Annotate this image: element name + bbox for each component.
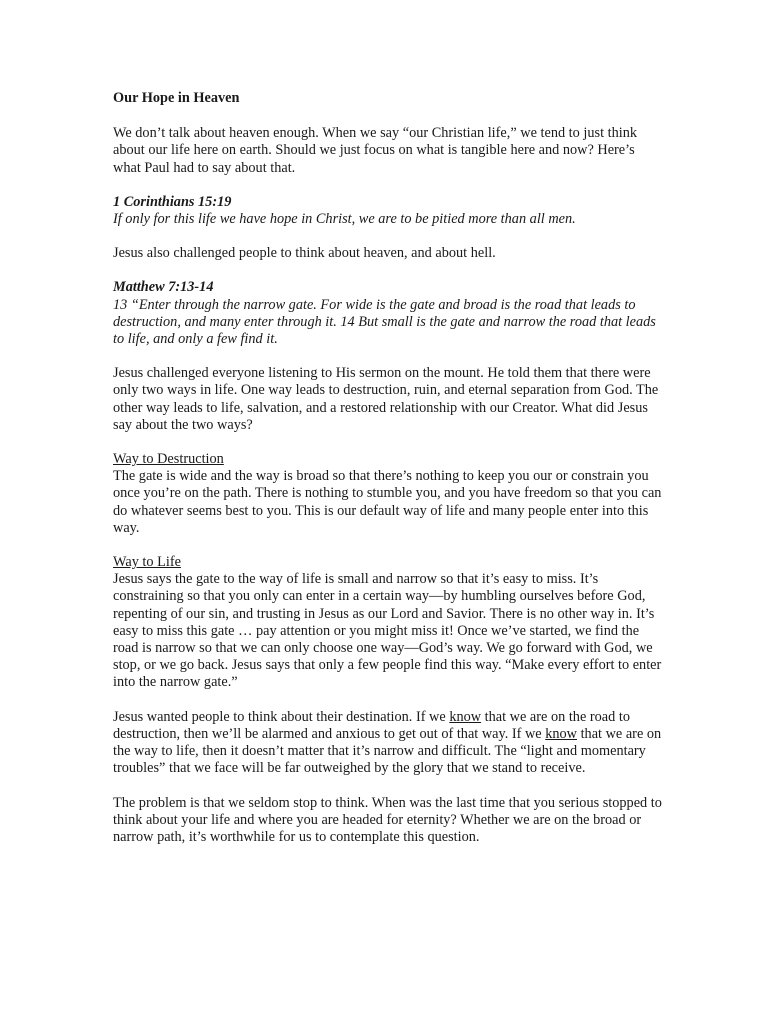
scripture-block-2	[113, 279, 665, 348]
scripture-text-2: 13 “Enter through the narrow gate. For wide is the gate and broad is the road that leads to destruction, and many enter through it. 14 But small is the gate and narrow the road that leads to life, and only a few find it.	[113, 296, 656, 348]
scripture-reference-2: Matthew 7:13-14	[113, 279, 214, 296]
document-page	[113, 90, 665, 863]
intro-paragraph: We don’t talk about heaven enough. When we say “our Christian life,” we tend to just think about our life here on earth. Should we just focus on what is tangible here and now? Here’s what Paul had to say about that.	[113, 125, 637, 176]
conclusion-paragraph: The problem is that we seldom stop to think. When was the last time that you serious stopped to think about your life and where you are headed for eternity? Whether we are on the broad or narrow path, it’s worthwhile for us to contemplate this question.	[113, 794, 662, 845]
destination-paragraph	[113, 709, 665, 778]
life-text: Jesus says the gate to the way of life is small and narrow so that it’s easy to miss. It’s constraining so that you only can enter in a certain way—by humbling ourselves before God, repenting of our sin, and trusting in Jesus as our Lord and Savior. There is no other way in. It’s easy to miss this gate … pay attention or you might miss it! Once we’ve started, we find the road is narrow so that we can only choose one way—God’s way. We go forward with God, we stop, or we go back. Jesus says that only a few people find this way. “Make every effort to enter into the narrow gate.”	[113, 571, 662, 691]
destruction-heading: Way to Destruction	[113, 451, 224, 468]
know-emphasis-2: know	[545, 725, 577, 742]
know-emphasis-1: know	[449, 708, 482, 725]
life-section	[113, 554, 665, 692]
transition-paragraph: Jesus also challenged people to think about heaven, and about hell.	[113, 245, 496, 262]
destination-text-1: Jesus wanted people to think about their destination. If we	[113, 708, 450, 725]
destruction-section	[113, 451, 665, 537]
two-ways-paragraph: Jesus challenged everyone listening to His sermon on the mount. He told them that there were only two ways in life. One way leads to destruction, ruin, and eternal separation from God. The other way leads to life, salvation, and a restored relationship with our Creator. What did Jesus say about the two ways?	[113, 365, 659, 433]
destination-text-2: that we are on the road to destruction, then we’ll be alarmed and anxious to get out of that way. If we	[113, 708, 630, 742]
scripture-text-1: If only for this life we have hope in Christ, we are to be pitied more than all men.	[113, 211, 576, 228]
scripture-block-1	[113, 194, 665, 228]
document-title: Our Hope in Heaven	[113, 90, 240, 106]
scripture-reference-1: 1 Corinthians 15:19	[113, 193, 232, 210]
life-heading: Way to Life	[113, 554, 181, 571]
destination-text-3: that we are on the way to life, then it doesn’t matter that it’s narrow and difficult. The “light and momentary troubles” that we face will be far outweighed by the glory that we stand to receive.	[113, 725, 662, 777]
destruction-text: The gate is wide and the way is broad so that there’s nothing to keep you our or constrain you once you’re on the path. There is nothing to stumble you, and you have freedom so that you can do whatever seems best to you. This is our default way of life and many people enter into this way.	[113, 468, 662, 536]
